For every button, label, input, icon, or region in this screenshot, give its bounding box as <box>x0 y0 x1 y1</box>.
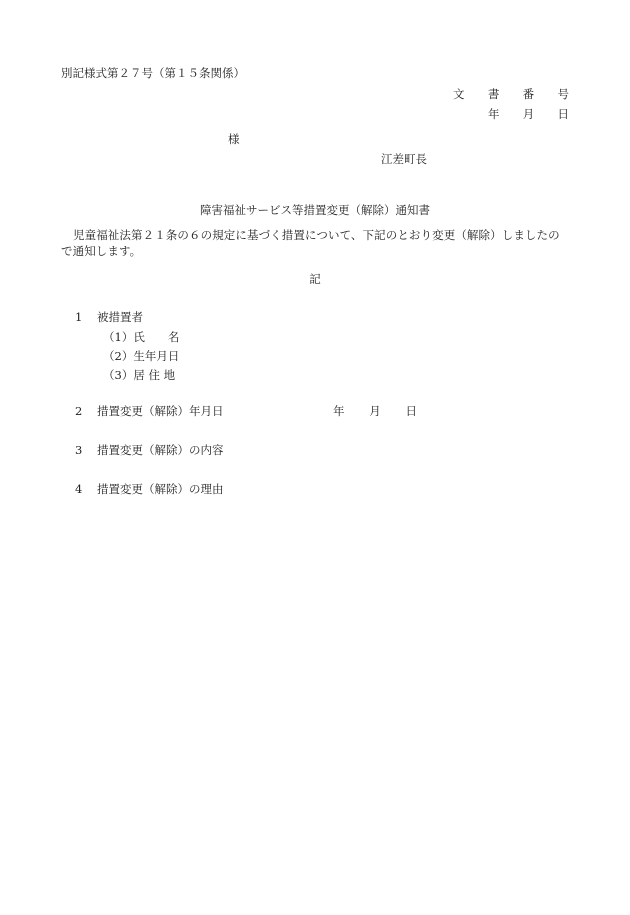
sub-item-residence: （3）居 住 地 <box>103 368 176 382</box>
body-paragraph <box>61 228 581 259</box>
doc-number-char: 番 <box>522 87 535 101</box>
date-month-label: 月 <box>369 404 381 418</box>
issue-date-row <box>488 107 569 123</box>
document-number-row <box>453 87 569 103</box>
change-date-fields <box>333 404 417 420</box>
form-label: 別記様式第２７号（第１５条関係） <box>61 66 245 80</box>
document-title: 障害福祉サービス等措置変更（解除）通知書 <box>200 203 430 217</box>
date-day-label: 日 <box>405 404 417 418</box>
sub-item-birthdate: （2）生年月日 <box>103 349 180 363</box>
item-label: 措置変更（解除）年月日 <box>97 404 224 418</box>
issuer-name: 江差町長 <box>381 152 427 166</box>
item-number: 2 <box>75 404 83 418</box>
date-year-label: 年 <box>488 107 500 121</box>
item-label: 被措置者 <box>97 310 143 324</box>
item-change-date <box>61 404 224 420</box>
date-year-label: 年 <box>333 404 345 418</box>
doc-number-char: 書 <box>487 87 500 101</box>
date-day-label: 日 <box>557 107 569 121</box>
item-number: 1 <box>75 310 83 324</box>
ki-heading: 記 <box>309 272 321 286</box>
sub-item-name: （1）氏 名 <box>103 330 180 344</box>
body-line: で通知します。 <box>61 243 142 258</box>
item-subject <box>61 310 143 326</box>
date-month-label: 月 <box>522 107 535 121</box>
item-number: 3 <box>75 443 83 457</box>
item-label: 措置変更（解除）の理由 <box>97 482 224 496</box>
doc-number-char: 号 <box>557 87 569 101</box>
item-change-reason <box>61 482 224 498</box>
addressee-suffix: 様 <box>228 132 240 146</box>
item-label: 措置変更（解除）の内容 <box>97 443 224 457</box>
doc-number-char: 文 <box>453 87 465 101</box>
item-change-content <box>61 443 224 459</box>
item-number: 4 <box>75 482 83 496</box>
body-line: 児童福祉法第２１条の６の規定に基づく措置について、下記のとおり変更（解除）しましたの <box>73 228 560 242</box>
